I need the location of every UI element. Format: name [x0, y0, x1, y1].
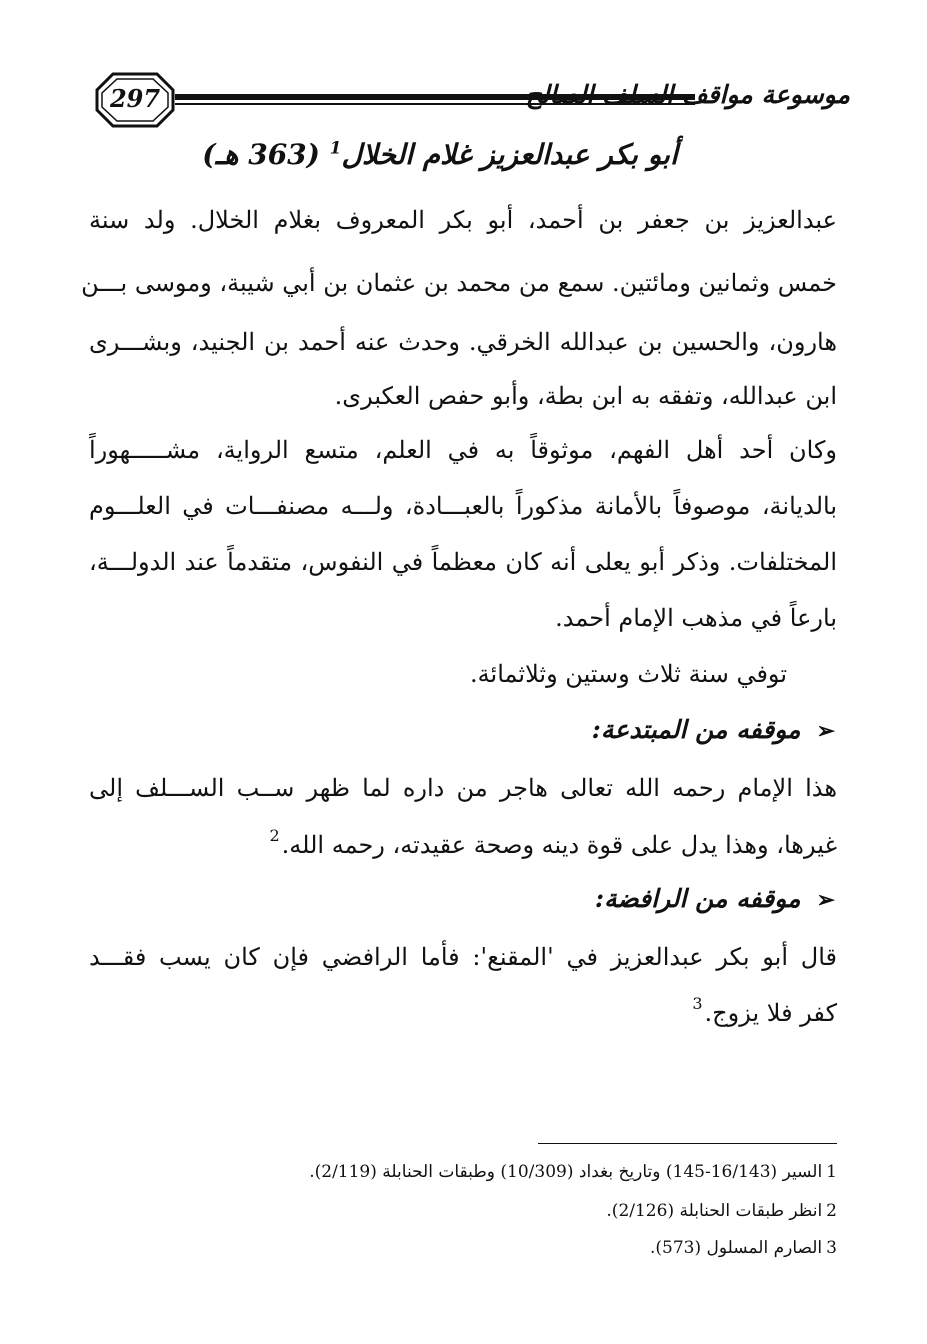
body-line	[269, 828, 837, 865]
footnote-1	[309, 1160, 837, 1184]
body-line-text: كفر فلا يزوج.	[704, 999, 837, 1027]
section-heading-rafida	[595, 882, 835, 917]
page-number: 297	[109, 84, 161, 113]
body-line: وكان أحد أهل الفهم، موثوقاً به في العلم، متسع الرواية، مشـــــهوراً	[89, 436, 837, 464]
footnote-ref-3[interactable]: 3	[692, 994, 703, 1013]
body-line: بارعاً في مذهب الإمام أحمد.	[555, 604, 837, 632]
page-number-badge	[95, 72, 175, 128]
footnote-number: 3	[826, 1238, 837, 1258]
body-line-text: غيرها، وهذا يدل على قوة دينه وصحة عقيدته، رحمه الله.	[281, 831, 837, 859]
body-line: ابن عبدالله، وتفقه به ابن بطة، وأبو حفص العكبرى.	[334, 382, 837, 410]
arrow-bullet-icon: ➢	[816, 887, 835, 913]
footnote-2	[606, 1199, 837, 1223]
body-line: قال أبو بكر عبدالعزيز في 'المقنع': فأما الرافضي فإن كان يسب فقـــد	[89, 943, 837, 971]
footnote-number: 1	[826, 1162, 837, 1182]
arrow-bullet-icon: ➢	[816, 718, 835, 744]
footnote-text: انظر طبقات الحنابلة (2/126).	[606, 1201, 823, 1221]
footnote-ref-2[interactable]: 2	[269, 826, 280, 845]
body-line: توفي سنة ثلاث وستين وثلاثمائة.	[470, 660, 787, 688]
footnote-ref-1[interactable]: 1	[329, 138, 342, 159]
section-heading-text: موقفه من المبتدعة:	[591, 715, 801, 744]
footnote-3	[650, 1236, 837, 1260]
body-line: هذا الإمام رحمه الله تعالى هاجر من داره لما ظهر ســب الســـلف إلى	[89, 774, 837, 802]
body-line	[692, 996, 837, 1033]
footnote-separator	[538, 1143, 837, 1144]
entry-name: أبو بكر عبدالعزيز غلام الخلال	[341, 138, 678, 171]
body-line: عبدالعزيز بن جعفر بن أحمد، أبو بكر المعروف بغلام الخلال. ولد سنة	[89, 206, 837, 234]
body-line: بالديانة، موصوفاً بالأمانة مذكوراً بالعبـــادة، ولـــه مصنفـــات في العلـــوم	[89, 492, 837, 520]
page-header	[95, 72, 850, 128]
body-line: خمس وثمانين ومائتين. سمع من محمد بن عثمان بن أبي شيبة، وموسى بـــن	[81, 269, 837, 297]
body-line: هارون، والحسين بن عبدالله الخرقي. وحدث عنه أحمد بن الجنيد، وبشـــرى	[89, 328, 837, 356]
body-line: المختلفات. وذكر أبو يعلى أنه كان معظماً في النفوس، متقدماً عند الدولـــة،	[89, 548, 837, 576]
footnote-text: الصارم المسلول (573).	[650, 1238, 823, 1258]
section-heading-text: موقفه من الرافضة:	[594, 884, 801, 913]
series-title: موسوعة مواقف السلف الصالح	[525, 80, 850, 109]
section-heading-innovators	[592, 713, 835, 748]
footnote-text: السير (16/143-145) وتاريخ بغداد (10/309) وطبقات الحنابلة (2/119).	[309, 1162, 823, 1182]
footnote-number: 2	[826, 1201, 837, 1221]
entry-title	[180, 138, 700, 171]
entry-date: (363 هـ)	[202, 138, 320, 171]
